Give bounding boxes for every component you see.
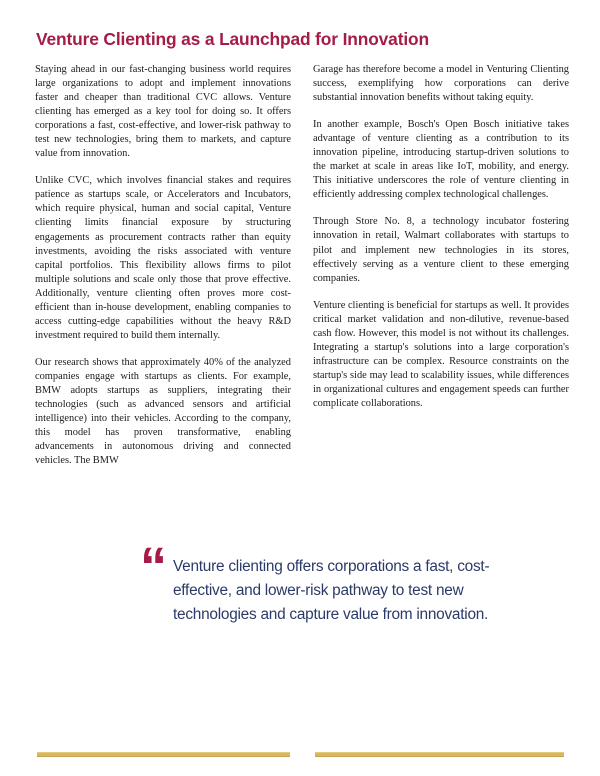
right-column: [313, 63, 569, 468]
page-title: Venture Clienting as a Launchpad for Innovation: [36, 29, 429, 49]
footer-rule-right: [315, 752, 564, 757]
paragraph: Venture clienting is beneficial for startups as well. It provides critical market validation and non-dilutive, revenue-based cash flow. However, this model is not without its challenges. Integrating a startup's solutions into a large corporation's infrastructure can be complex. Resource constraints on the startup's side may lead to scalability issues, while differences in organizational cultures and engagement speeds can further complicate collaborations.: [313, 299, 569, 409]
body-columns: [35, 63, 569, 468]
footer-rule-left: [37, 752, 290, 757]
page-footer: [0, 752, 600, 776]
pull-quote: [140, 537, 515, 627]
paragraph: Unlike CVC, which involves financial stakes and requires patience as startups scale, or Accelerators and Incubators, which require physical, human and social capital, Venture clienting limits financial exposure by structuring engagements as procurement contracts rather than equity investments, avoiding the risks associated with venture capital portfolios. This flexibility allows firms to pilot multiple solutions and scale only those that prove effective. Additionally, venture clienting often proves more cost-efficient than in-house development, enabling companies to access cutting-edge capabilities without the heavy R&D investment required to build them internally.: [35, 175, 291, 341]
paragraph: Garage has therefore become a model in Venturing Clienting success, exemplifying how corporations can derive substantial innovation benefits without taking equity.: [313, 64, 569, 104]
paragraph: Our research shows that approximately 40% of the analyzed companies engage with startups as clients. For example, BMW adopts startups as suppliers, integrating their technologies (such as advanced sensors and artificial intelligence) into their vehicles. According to the company, this model has proven transformative, enabling advancements in autonomous driving and connected vehicles. The BMW: [35, 356, 291, 467]
paragraph: In another example, Bosch's Open Bosch initiative takes advantage of venture clienting as a contribution to its innovation pipeline, introducing startup-driven solutions to the market at scale in areas like IoT, mobility, and energy. This initiative underscores the role of venture clienting in efficiently addressing complex technological challenges.: [313, 119, 569, 201]
paragraph: Staying ahead in our fast-changing business world requires large organizations to adopt and implement innovations faster and cheaper than traditional CVC allows. Venture clienting has emerged as a key tool for doing so. It offers corporations a fast, cost-effective, and lower-risk pathway to test new technologies, bring them to markets, and capture value from innovation.: [35, 64, 291, 160]
paragraph: Through Store No. 8, a technology incubator fostering innovation in retail, Walmart collaborates with startups to pilot and implement new technologies in its stores, effectively serving as a venture client to these emerging companies.: [313, 216, 569, 284]
left-column: [35, 63, 291, 468]
quotation-mark-icon: “: [140, 537, 167, 597]
pull-quote-text: Venture clienting offers corporations a fast, cost-effective, and lower-risk pathway to test new technologies and capture value from innovation.: [173, 558, 490, 623]
